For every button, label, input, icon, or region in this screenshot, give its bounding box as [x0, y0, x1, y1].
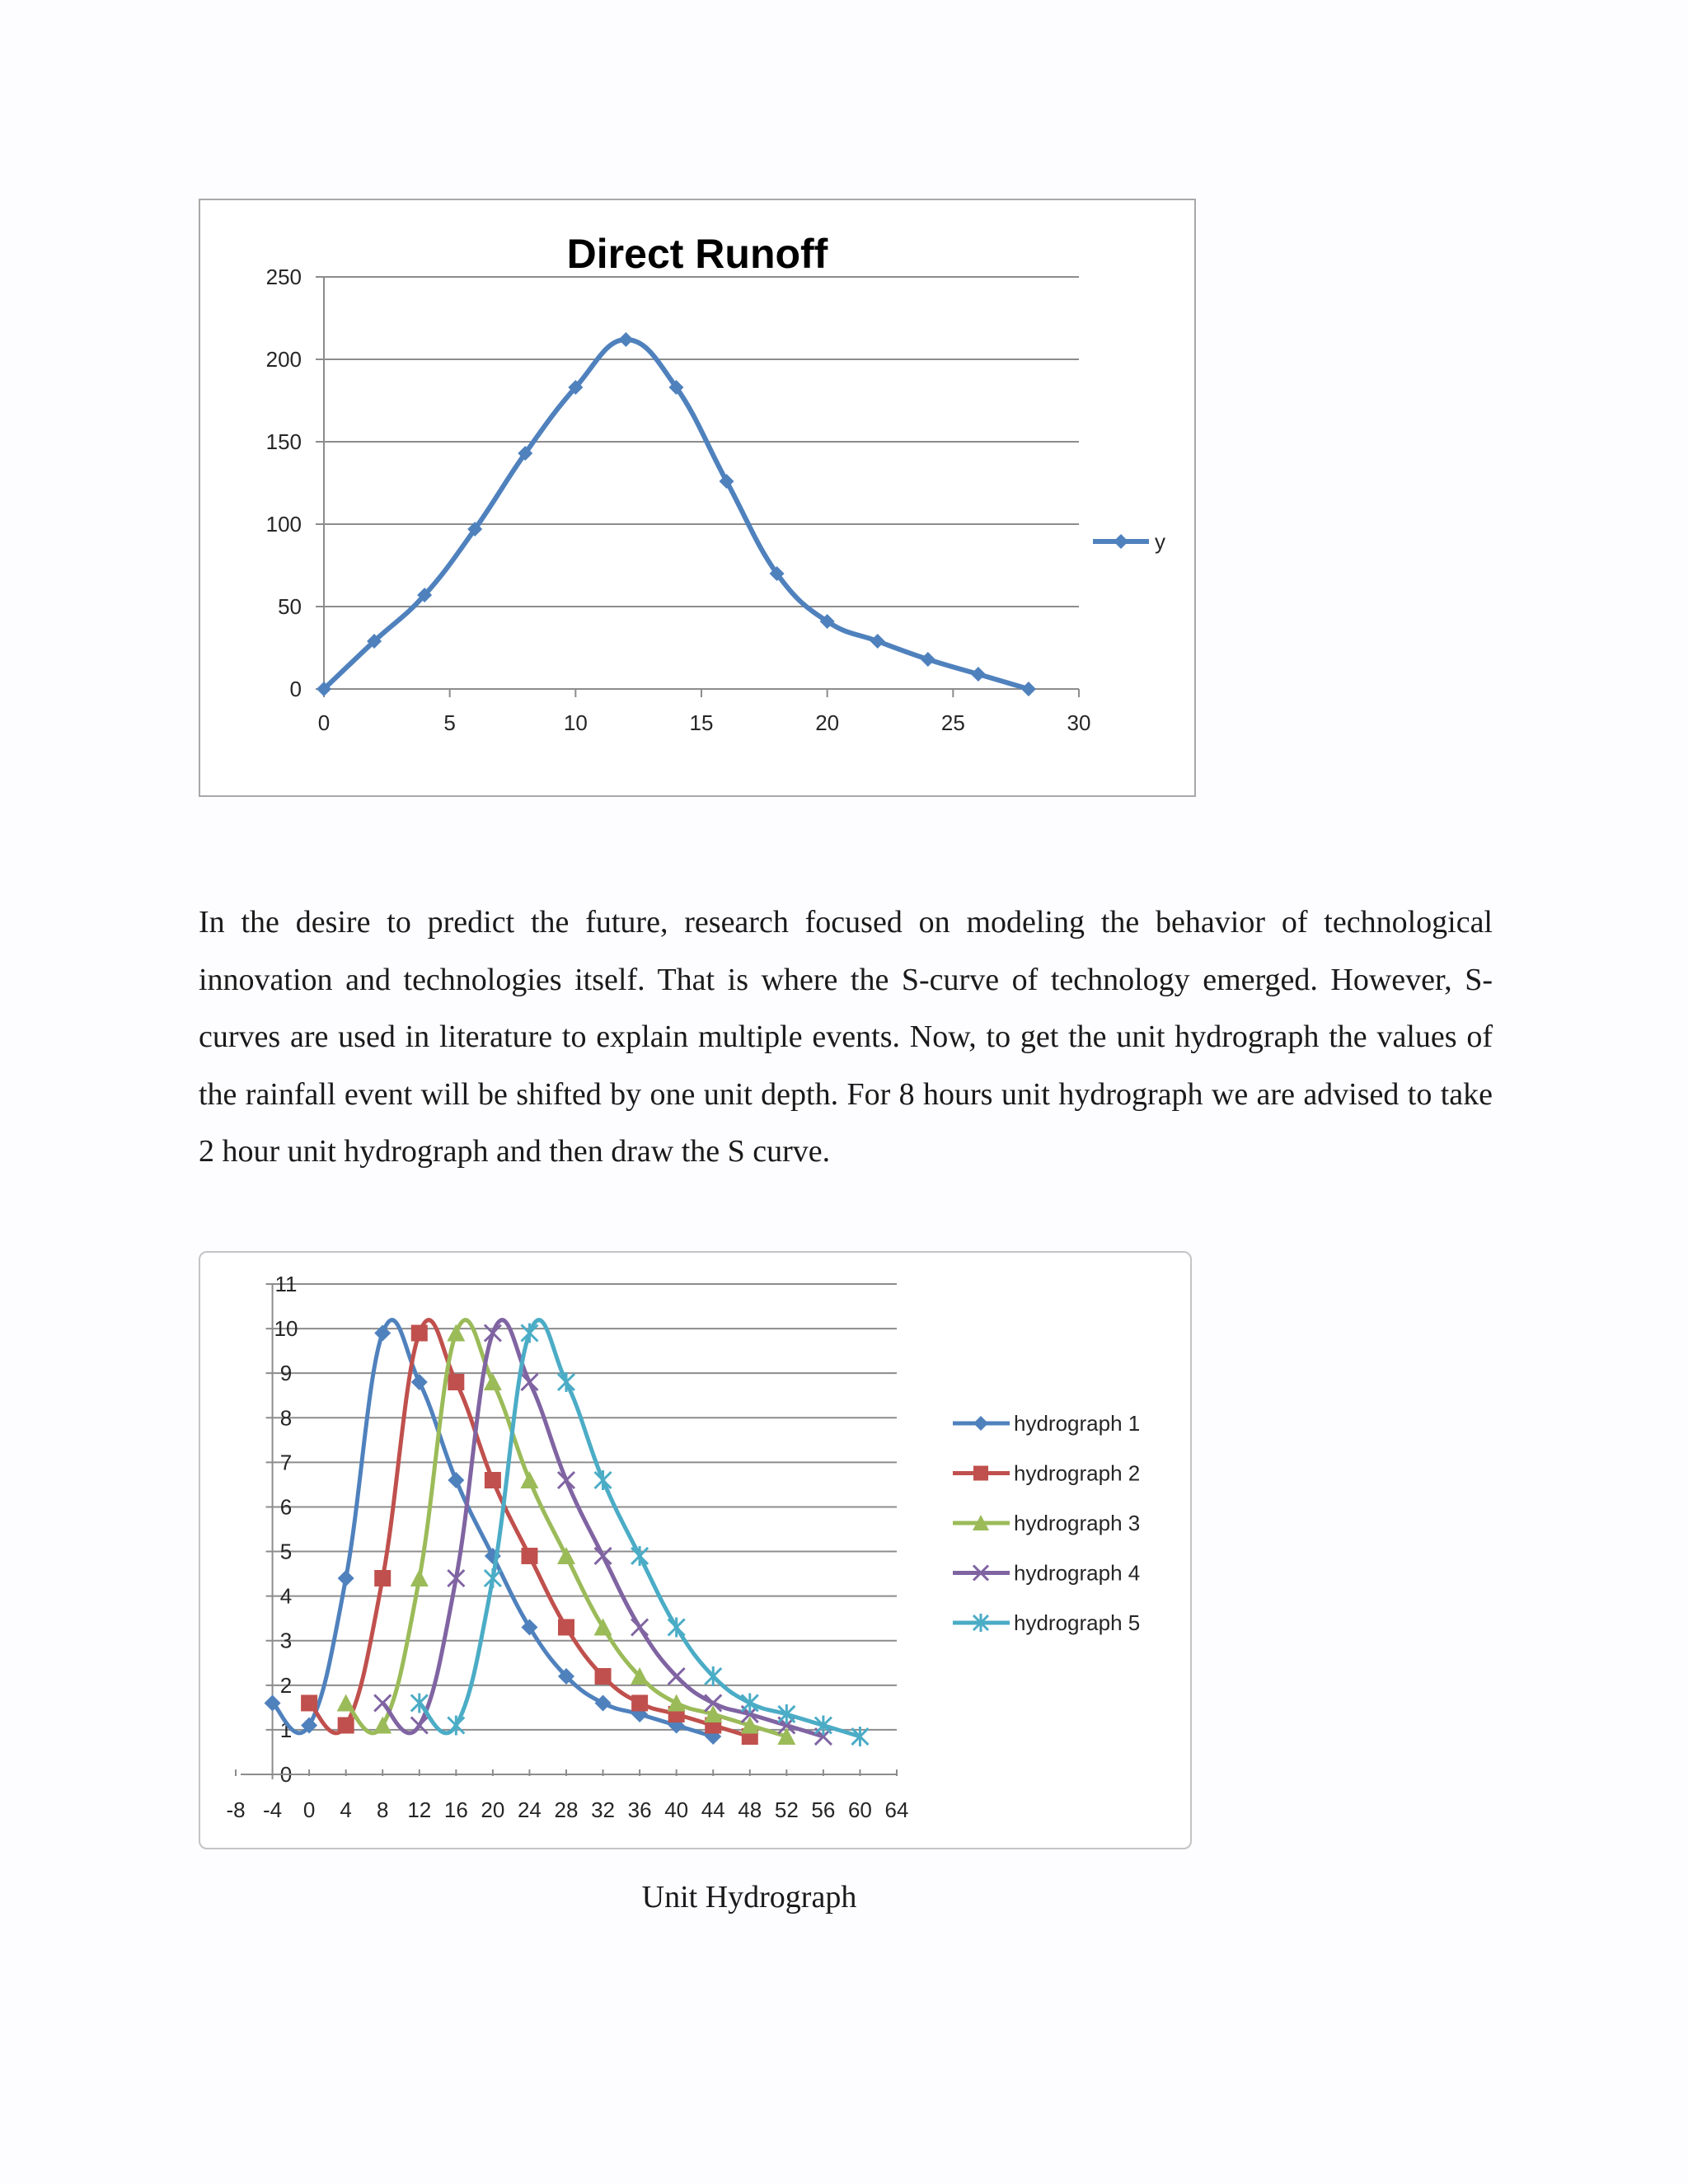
- legend-label: hydrograph 3: [1014, 1511, 1141, 1535]
- data-point: [338, 1718, 354, 1734]
- legend-marker-y: [1114, 534, 1128, 549]
- data-point: [411, 1325, 428, 1342]
- data-point: [448, 1716, 464, 1736]
- x-tick-label: -4: [262, 1797, 283, 1822]
- y-tick-label: 0: [279, 1762, 293, 1787]
- x-tick-label: 10: [563, 710, 588, 735]
- data-point: [411, 1693, 428, 1713]
- data-point: [595, 1694, 612, 1711]
- data-point: [521, 1548, 537, 1564]
- x-tick-label: 20: [815, 710, 840, 735]
- y-tick-label: 1: [279, 1717, 293, 1742]
- y-tick-label: 10: [274, 1316, 298, 1342]
- data-point: [595, 1548, 612, 1564]
- data-point: [521, 1374, 537, 1390]
- y-tick-label: 4: [279, 1583, 293, 1609]
- x-tick-label: 12: [407, 1797, 432, 1822]
- data-point: [301, 1694, 317, 1711]
- data-point: [668, 1694, 686, 1711]
- data-point: [337, 1694, 355, 1711]
- unit-hydrograph-svg: [200, 1253, 1190, 1848]
- data-point: [668, 1668, 685, 1685]
- data-point: [742, 1693, 758, 1713]
- data-point: [971, 667, 986, 682]
- y-tick-label: 6: [279, 1494, 293, 1520]
- data-point: [484, 1373, 502, 1390]
- y-tick-label: 11: [274, 1272, 298, 1296]
- body-paragraph: In the desire to predict the future, research focused on modeling the behavior of technological innovation and technologies itself. That is where the S-curve of technology emerged. However, S-curves are used in literature to explain multiple events. Now, to get the unit hydrograph the values of the rainfall event will be shifted by one unit depth. For 8 hours unit hydrograph we are advised to take 2 hour unit hydrograph and then draw the S curve.: [199, 905, 1493, 1169]
- unit-hydrograph-chart: [199, 1251, 1192, 1849]
- data-point: [595, 1470, 612, 1490]
- x-tick-label: 8: [376, 1797, 389, 1822]
- figure-caption-wrapper: [0, 1879, 1688, 1915]
- x-tick-label: 24: [517, 1797, 542, 1822]
- x-tick-label: 48: [738, 1797, 762, 1822]
- x-tick-label: 20: [481, 1797, 505, 1822]
- data-point: [485, 1472, 501, 1488]
- data-point: [448, 1472, 464, 1488]
- legend-label: hydrograph 2: [1014, 1460, 1141, 1486]
- x-tick-label: 64: [884, 1797, 909, 1822]
- data-point: [668, 1618, 685, 1638]
- x-tick-label: 60: [847, 1797, 872, 1822]
- x-tick-label: 25: [940, 710, 965, 735]
- direct-runoff-svg: [200, 200, 1194, 795]
- data-point: [410, 1569, 429, 1586]
- x-tick-label: 36: [627, 1797, 652, 1822]
- x-tick-label: 28: [554, 1797, 579, 1822]
- y-tick-label: 150: [265, 429, 302, 454]
- x-tick-label: 0: [302, 1797, 316, 1822]
- x-tick-label: 16: [443, 1797, 468, 1822]
- x-tick-label: 30: [1067, 710, 1091, 735]
- data-point: [631, 1694, 648, 1711]
- legend-marker: [973, 1416, 988, 1431]
- data-point: [521, 1324, 537, 1343]
- data-point: [374, 1694, 391, 1711]
- data-point: [485, 1568, 501, 1588]
- y-tick-label: 0: [289, 677, 302, 701]
- data-point: [595, 1668, 612, 1685]
- data-point: [373, 1717, 392, 1734]
- data-point: [520, 1471, 538, 1488]
- data-point: [618, 332, 633, 347]
- data-point: [411, 1374, 428, 1390]
- data-point: [870, 634, 885, 649]
- x-tick-label: 52: [774, 1797, 799, 1822]
- data-point: [558, 1372, 574, 1392]
- x-tick-label: 4: [340, 1797, 352, 1822]
- y-tick-label: 3: [279, 1628, 293, 1653]
- x-tick-label: 5: [443, 710, 456, 735]
- y-tick-label: 250: [265, 265, 302, 289]
- data-point: [338, 1570, 354, 1586]
- x-tick-label: -8: [226, 1797, 246, 1822]
- data-point: [631, 1619, 648, 1636]
- x-tick-label: 40: [664, 1797, 689, 1822]
- chart-title: Direct Runoff: [566, 231, 828, 277]
- legend-marker: [973, 1466, 988, 1481]
- legend-label: hydrograph 4: [1014, 1560, 1141, 1586]
- data-point: [631, 1546, 648, 1566]
- data-point: [558, 1472, 574, 1488]
- y-tick-label: 50: [278, 594, 302, 619]
- y-tick-label: 8: [279, 1405, 293, 1431]
- data-point: [1021, 682, 1036, 696]
- data-point: [447, 1324, 465, 1342]
- data-point: [594, 1619, 612, 1636]
- legend-label: hydrograph 5: [1014, 1610, 1141, 1635]
- data-point: [557, 1547, 575, 1564]
- legend-label-y: y: [1155, 529, 1165, 554]
- y-tick-label: 5: [279, 1539, 293, 1564]
- legend-label: hydrograph 1: [1014, 1411, 1141, 1436]
- data-point: [448, 1374, 464, 1390]
- y-tick-label: 100: [265, 512, 302, 537]
- data-point: [411, 1718, 428, 1734]
- x-tick-label: 15: [689, 710, 714, 735]
- data-point: [374, 1570, 391, 1586]
- y-tick-label: 200: [265, 347, 302, 372]
- x-tick-label: 44: [701, 1797, 725, 1822]
- data-point: [374, 1325, 391, 1342]
- direct-runoff-chart: [199, 199, 1196, 797]
- y-tick-label: 7: [279, 1450, 293, 1475]
- data-point: [705, 1666, 721, 1686]
- x-tick-label: 0: [317, 710, 331, 735]
- x-tick-label: 32: [591, 1797, 616, 1822]
- y-tick-label: 9: [279, 1361, 293, 1386]
- x-tick-label: 56: [811, 1797, 836, 1822]
- figure-caption: Unit Hydrograph: [641, 1880, 857, 1915]
- data-point: [921, 652, 935, 667]
- y-tick-label: 2: [279, 1672, 293, 1698]
- data-point: [558, 1619, 574, 1636]
